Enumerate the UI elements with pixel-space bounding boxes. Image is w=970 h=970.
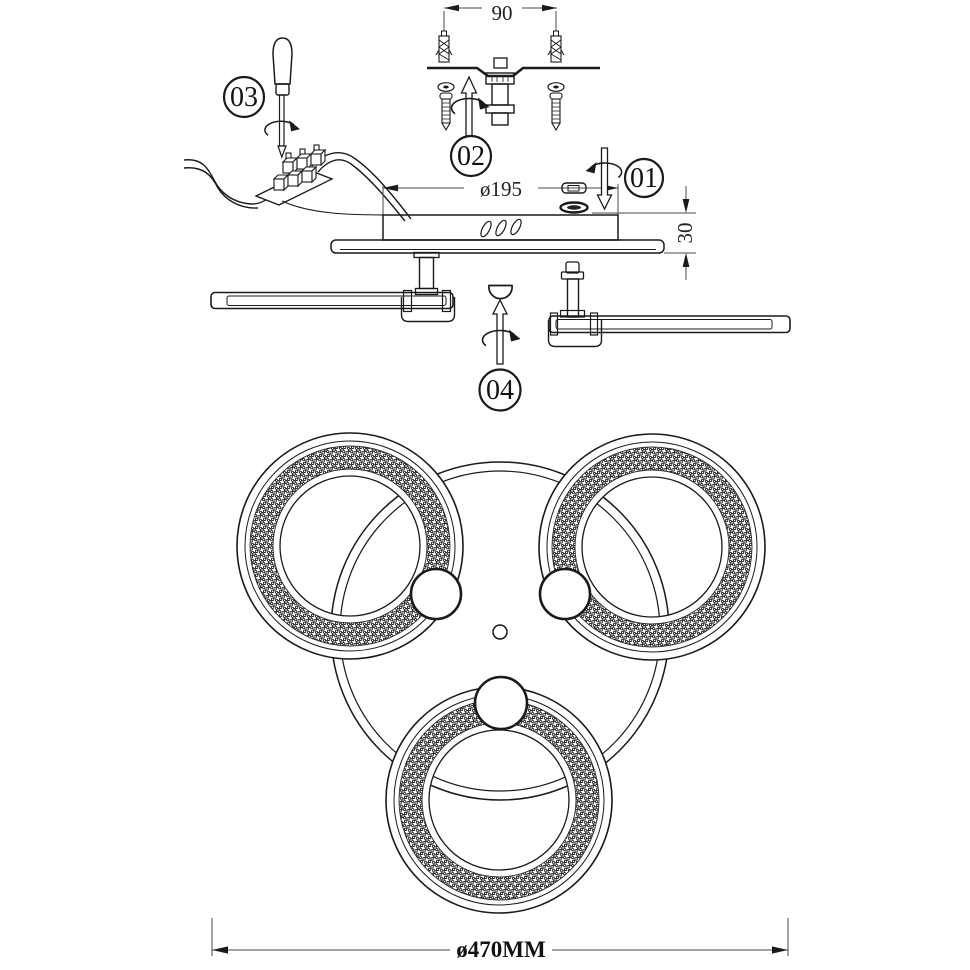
dim-30-label: 30 — [673, 222, 697, 244]
step-badge-03 — [224, 77, 264, 117]
wall-anchor-icon — [548, 31, 564, 62]
screwdriver-icon — [273, 38, 292, 157]
dim-470-label: ø470MM — [456, 937, 546, 962]
step-badge-02 — [451, 136, 491, 176]
dim-90-label: 90 — [491, 1, 513, 25]
terminal-block — [256, 145, 388, 215]
step-02-motion-arrow — [452, 77, 490, 136]
step-03-rotation-arrow — [265, 120, 300, 135]
screw-icon — [440, 93, 452, 130]
step-03-label: 03 — [230, 82, 258, 113]
step-badge-01 — [625, 159, 663, 197]
led-ring-top-right — [539, 434, 765, 660]
dim-bracket-screw-spacing — [444, 1, 557, 31]
keyhole-slot — [561, 183, 588, 213]
ring-joint-ball-right — [540, 569, 590, 619]
washer-icon — [548, 83, 564, 92]
wall-anchor-icon — [436, 31, 452, 62]
step-badge-04 — [480, 370, 521, 411]
step-01-motion-arrow — [586, 148, 622, 209]
ring-joint-ball-bottom — [475, 677, 527, 729]
led-ring-top-left — [237, 433, 463, 659]
step-04-label: 04 — [486, 375, 514, 406]
vent-slots — [479, 218, 523, 238]
center-hole — [493, 625, 507, 639]
screw-icon — [550, 93, 562, 130]
step-02-label: 02 — [457, 141, 485, 172]
step-04-motion-arrow — [483, 300, 521, 364]
step-01-label: 01 — [630, 163, 658, 194]
ring-arm-right-side-view — [549, 262, 791, 347]
dim-overall-diameter — [212, 918, 788, 962]
dim-195-label: ø195 — [480, 177, 522, 201]
washer-icon — [438, 83, 454, 92]
ring-joint-ball-left — [411, 569, 461, 619]
bracket-post — [486, 73, 514, 125]
ring-arm-left-side-view — [211, 253, 455, 322]
mounting-bracket — [427, 58, 600, 125]
cap-nut — [489, 286, 512, 299]
bottom-view — [237, 433, 765, 913]
